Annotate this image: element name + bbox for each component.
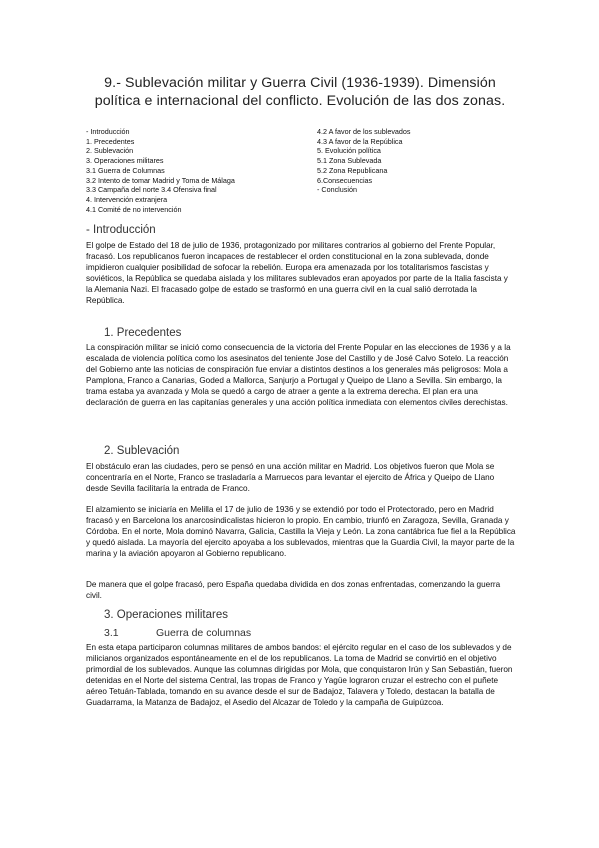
table-of-contents-right	[317, 127, 517, 195]
subheading-guerra-de-columnas	[104, 627, 251, 639]
toc-item: 4.3 A favor de la República	[317, 136, 403, 146]
toc-item: 3.2 Intento de tomar Madrid y Toma de Málaga	[86, 175, 235, 185]
heading-introduccion: - Introducción	[86, 224, 156, 236]
toc-item: 5.2 Zona Republicana	[317, 165, 388, 175]
heading-precedentes: 1. Precedentes	[104, 327, 182, 339]
toc-item: 6.Consecuencias	[317, 175, 373, 185]
subheading-title: Guerra de columnas	[156, 627, 252, 639]
subheading-number: 3.1	[104, 627, 119, 639]
paragraph-guerra-de-columnas: En esta etapa participaron columnas militares de ambos bandos: el ejército regular en el caso de los sublevados y de milicianos organizados espontáneamente en el de los republicanos. La toma de Madrid se convirtió en el objetivo primordial de los sublevados. Aunque las columnas dirigidas por Mola, que conquistaron Irún y San Sebastián, fueron detenidas en el Norte del sistema Central, las tropas de Franco y Yagüe lograron cruzar el estrecho con el puñete aéreo Tetuán-Tablada, tomando en su avance desde el sur de Badajoz, Talavera y Toledo, destacan la batalla de Guadarrama, la Matanza de Badajoz, el Asedio del Alcazar de Toledo y la campaña de Guipúzcoa.	[86, 643, 513, 708]
toc-item: - Conclusión	[317, 185, 357, 195]
paragraph-introduccion: El golpe de Estado del 18 de julio de 1936, protagonizado por militares contrarios al gobierno del Frente Popular, fracasó. Los republicanos fueron incapaces de restablecer el orden constitucional en la zona sublevada, donde impidieron cualquier posibilidad de sofocar la rebelión. Europa era amenazada por los totalitarismos fascistas y soviéticos, la República se quedaba aislada y los militares sublevados eran apoyados por parte de la Italia fascista y la Alemania Nazi. El fracasado golpe de estado se trasformó en una guerra civil en la cual salió derrotada la República.	[86, 241, 508, 306]
table-of-contents-left	[86, 127, 286, 214]
heading-operaciones-militares: 3. Operaciones militares	[104, 609, 228, 621]
toc-item: - Introducción	[86, 127, 130, 136]
toc-item: 5.1 Zona Sublevada	[317, 156, 382, 166]
toc-item: 3.3 Campaña del norte 3.4 Ofensiva final	[86, 185, 217, 195]
toc-item: 2. Sublevación	[86, 146, 134, 156]
toc-item: 3. Operaciones militares	[86, 156, 164, 166]
paragraph-sublevacion-2: El alzamiento se iniciaría en Melilla el 17 de julio de 1936 y se extendió por todo el Protectorado, pero en Madrid fracasó y en Barcelona los anarcosindicalistas hicieron lo propio. En cambio, triunfó en Zaragoza, Sevilla, Granada y Córdoba. En el norte, Mola dominó Navarra, Galicia, Castilla la Vieja y León. La zona cantábrica fue fiel a la República y quedó aislada. La mayoría del ejercito apoyaba a los sublevados, mientras que la Guardia Civil, la mayor parte de la marina y la aviación apoyaron al Gobierno republicano.	[86, 505, 516, 559]
toc-item: 4.2 A favor de los sublevados	[317, 127, 411, 136]
toc-item: 4.1 Comité de no intervención	[86, 204, 182, 214]
toc-item: 3.1 Guerra de Columnas	[86, 165, 165, 175]
toc-item: 5. Evolución política	[317, 146, 381, 156]
paragraph-sublevacion-1: El obstáculo eran las ciudades, pero se pensó en una acción militar en Madrid. Los objetivos fueron que Mola se concentraría en el Norte, Franco se trasladaría a Marruecos para levantar el ejercito de África y Queipo de Llano desde Sevilla facilitaría la entrada de Franco.	[86, 462, 495, 494]
paragraph-precedentes: La conspiración militar se inició como consecuencia de la victoria del Frente Popular en las elecciones de 1936 y a la escalada de violencia política como los asesinatos del teniente Jose del Castillo y de José Calvo Sotelo. La reacción del Gobierno ante las noticias de conspiración fue enviar a distintos destinos a los generales más peligrosos: Mola a Pamplona, Franco a Canarias, Goded a Mallorca, Sanjurjo a Portugal y Queipo de Llano a Sevilla. Sin embargo, la trama estaba ya avanzada y Mola se quedó a cargo de atraer a gente a la extrema derecha. El plan era una declaración de guerra en las capitanías generales y una acción política inmediata con elementos civiles derechistas.	[86, 343, 511, 408]
paragraph-sublevacion-3: De manera que el golpe fracasó, pero España quedaba dividida en dos zonas enfrentadas, comenzando la guerra civil.	[86, 580, 501, 601]
toc-item: 4. Intervención extranjera	[86, 194, 168, 204]
toc-item: 1. Precedentes	[86, 136, 135, 146]
heading-sublevacion: 2. Sublevación	[104, 445, 180, 457]
document-title: 9.- Sublevación militar y Guerra Civil (1936-1939). Dimensión política e internacional del conflicto. Evolución de las dos zonas.	[94, 75, 506, 109]
